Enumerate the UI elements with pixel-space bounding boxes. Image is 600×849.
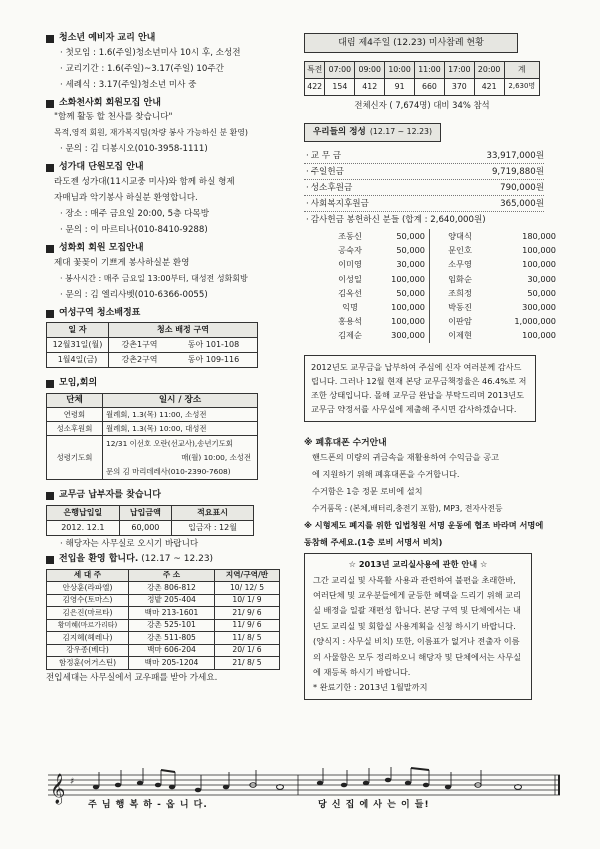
vincent-line: · 문의 : 김 디봉시오(010-3958-1111) <box>60 144 208 155</box>
choir-line: · 문의 : 이 마르티나(010-8410-9288) <box>60 225 208 236</box>
recycle-line: 핸드폰의 미량의 귀금속을 재활용하여 수익금을 공고 <box>312 452 500 463</box>
table-header-row: 특전 07:00 09:00 10:00 11:00 17:00 20:00 계 <box>305 62 540 79</box>
vincent-line: 목적,영적 회원, 재가복지팀(차량 봉사 가능하신 분 환영) <box>54 128 248 138</box>
cleaning-table <box>46 322 258 368</box>
hymn-staff <box>48 767 560 815</box>
recycle-heading: ※ 폐휴대폰 수거안내 <box>304 437 387 448</box>
youth-class-line: · 첫모임 : 1.6(주일)청소년미사 10시 후, 소성전 <box>60 47 241 58</box>
choir-line: 라도젠 성가대(11시교중 미사)와 함께 하실 형제 <box>54 177 235 188</box>
vincent-line: "함께 활동 할 천사를 찾습니다" <box>54 112 173 123</box>
table-row: 연령회 월례회, 1.3(목) 11:00, 소성전 <box>47 408 258 422</box>
square-bullet-icon <box>46 100 54 108</box>
table-row: 1월4일(금) 강촌2구역 동아 109-116 <box>47 353 258 368</box>
table-row: 함정훈(어거스틴) 백마 205-1204 21/ 8/ 5 <box>47 657 280 670</box>
table-row: 김영수(토마스) 정밭 205-404 10/ 1/ 9 <box>47 594 280 607</box>
dues-table <box>46 505 254 536</box>
offerings-list <box>304 148 544 228</box>
meetings-heading: 모임,회의 <box>46 378 292 390</box>
table-header-row: 은행납입일 납입금액 적요표시 <box>47 505 254 520</box>
dues-note: · 해당자는 사무실로 오시기 바랍니다 <box>60 538 199 549</box>
room-notice-body: 그간 교리실 및 사목활 사용과 관련하여 불편을 초래한바, 여러단체 및 교우분들에게 균등한 혜택을 드리기 위해 교리실 배정을 일괄 재편성 합니다. 본당 구역 및 단체에서는 내년도 교리실 및 회합실 사용계획을 신청 하시기 바랍니다.(양식지 : 사무실 비치) 또한, 이름표가 없거나 전출자 이름의 사물함은 모두 정리하오니 해당자 및 단체에서는 사무실에 재등록 하시기 바랍니다. <box>313 574 522 678</box>
attendance-total: 전체신자 ( 7,674명) 대비 34% 참석 <box>354 100 490 110</box>
petition-notice: ※ 시형제도 폐지를 위한 입법청원 서명 운동에 협조 바라며 서명에 동참해 주세요.(1층 로비 서명서 비치) <box>304 520 544 548</box>
flower-line: 제대 꽃꽂이 기쁘게 봉사하실분 환영 <box>54 257 190 268</box>
vincent-heading: 소화천사회 회원모집 안내 <box>46 98 292 110</box>
square-bullet-icon <box>46 245 54 253</box>
thanks-offering-label: · 감사헌금 봉헌하신 분들 (합계 : 2,640,000원) <box>304 212 544 228</box>
flower-line: · 문의 : 김 엘리사벳(010-6366-0055) <box>60 289 208 300</box>
offering-item: · 사회복지후원금 365,000원 <box>304 196 544 212</box>
room-notice-title: ☆ 2013년 교리실사용에 관한 안내 ☆ <box>348 559 488 570</box>
table-row: 안상훈(라파엘) 강촌 806-812 10/ 12/ 5 <box>47 582 280 595</box>
square-bullet-icon <box>46 35 54 43</box>
square-bullet-icon <box>46 492 54 500</box>
attendance-table <box>304 61 540 96</box>
table-header-row: 단체 일시 / 장소 <box>47 394 258 408</box>
meetings-table <box>46 393 258 480</box>
treble-clef-icon: 𝄞 <box>50 774 66 804</box>
table-row: 422 154 412 91 660 370 421 2,630명 <box>305 79 540 96</box>
recycle-line: 수거품목 : (본체,배터리,충전기 포함), MP3, 전자사전등 <box>312 504 503 514</box>
table-row: 성령기도회 12/31 이선호 오란(선교사),송년기도회 매(월) 10:00, 소성전 문의 김 마리데레사(010-2390-7608) <box>47 436 258 480</box>
room-notice-box <box>304 553 532 700</box>
flower-line: · 봉사시간 : 매주 금요일 13:00부터, 대성전 성화회방 <box>60 273 248 283</box>
youth-class-heading: 청소년 예비자 교리 안내 <box>46 33 292 45</box>
attendance-title: 대림 제4주일 (12.23) 미사참례 현황 <box>304 33 518 53</box>
table-row: 김은진(마르타) 백마 213-1601 21/ 9/ 6 <box>47 607 280 620</box>
choir-line: · 장소 : 매주 금요일 20:00, 5층 다목방 <box>60 209 210 220</box>
table-row: 김지혜(헤레나) 강촌 511-805 11/ 8/ 5 <box>47 632 280 645</box>
square-bullet-icon <box>46 380 54 388</box>
table-row: 강우종(베다) 백마 606-204 20/ 1/ 6 <box>47 644 280 657</box>
offerings-title: 우리들의 정성 (12.17 ~ 12.23) <box>304 123 441 142</box>
square-bullet-icon <box>46 310 54 318</box>
dues-notice-box: 2012년도 교무금을 납부하여 주심에 신자 여러분께 감사드립니다. 그러나 12월 현재 본당 교무금책정율은 46.4%로 저조한 상태입니다. 몰해 교무금 완납을 부탁드리며 2013년도 교무금 약정서를 사무실에 제출해 주시면 감사하겠습니다. <box>304 355 536 422</box>
youth-class-line: · 교리기간 : 1.6(주일)~3.17(주일) 10주간 <box>60 63 224 74</box>
newcomers-note: 전입세대는 사무실에서 교우패를 받아 가세요. <box>46 672 218 683</box>
newcomers-table <box>46 569 280 670</box>
square-bullet-icon <box>46 556 54 564</box>
offering-item: · 교 무 금 33,917,000원 <box>304 148 544 164</box>
svg-text:♯: ♯ <box>70 777 75 787</box>
choir-heading: 성가대 단원모집 안내 <box>46 162 292 174</box>
recycle-line: 에 지원하기 위해 폐휴대폰을 수거합니다. <box>312 469 460 480</box>
hymn-lyrics-right: 당 신 집 에 사 는 이 들! <box>318 800 430 810</box>
offering-item: · 성소후원금 790,000원 <box>304 180 544 196</box>
room-notice-deadline: * 완료기한 : 2013년 1월말까지 <box>313 682 428 693</box>
right-column <box>304 33 556 700</box>
table-header-row: 일 자 청소 배정 구역 <box>47 323 258 338</box>
choir-line: 자매님과 악기봉사 하실분 환영합니다. <box>54 193 198 204</box>
table-row: 12월31일(월) 강촌1구역 동아 101-108 <box>47 338 258 353</box>
table-row: 황미혜(마르가리타) 강촌 525-101 11/ 9/ 6 <box>47 619 280 632</box>
table-row: 성소후원회 월례회, 1.3(목) 10:00, 대성전 <box>47 422 258 436</box>
dues-heading: 교무금 납부자를 찾습니다 <box>46 490 292 502</box>
table-header-row: 세 대 주 주 소 지역/구역/반 <box>47 569 280 582</box>
flower-heading: 성화회 회원 모집안내 <box>46 243 292 255</box>
hymn-lyrics-left: 주 님 행 복 하 - 옵 니 다. <box>88 800 208 810</box>
table-row: 2012. 12.1 60,000 입금자 : 12월 <box>47 520 254 535</box>
left-column <box>46 33 292 686</box>
donor-grid: 조동신 50,000 양대식 180,000 공숙자 50,000 문인호 100,000 이미영 30,000 소무영 100,000 이성일 100,000 임화순 30,000 김옥선 50,000 조희정 50,000 익명 100,000 박동진 300,000 홍용석 100,000 이판암 1,000,000 김제순 300,000 이제현 100,000 <box>304 229 556 343</box>
cleaning-heading: 여성구역 청소배정표 <box>46 308 292 320</box>
recycle-line: 수거함은 1층 정문 로비에 설치 <box>312 486 423 497</box>
youth-class-line: · 세례식 : 3.17(주일)청소년 미사 중 <box>60 79 197 90</box>
square-bullet-icon <box>46 164 54 172</box>
newcomers-heading: 전입을 환영 합니다. (12.17 ~ 12.23) <box>46 554 292 566</box>
offering-item: · 주일헌금 9,719,880원 <box>304 164 544 180</box>
